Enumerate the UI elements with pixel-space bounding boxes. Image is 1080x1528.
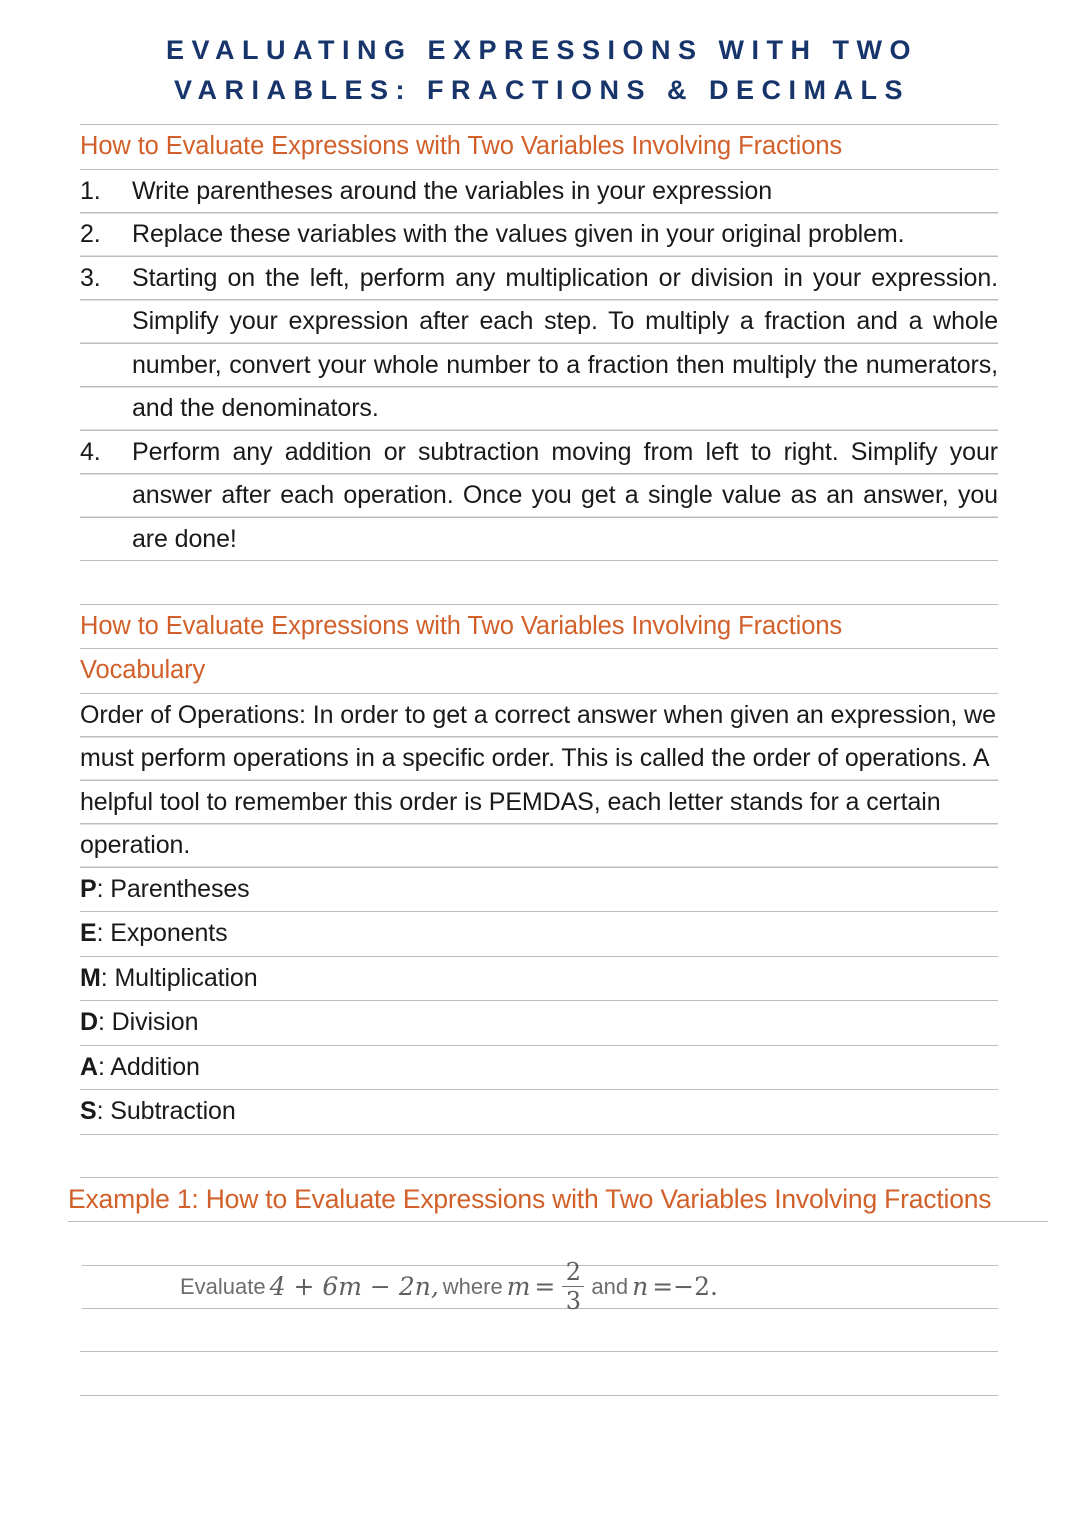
pemdas-entry [80, 1001, 198, 1045]
pemdas-row [80, 1046, 998, 1091]
pemdas-entry [80, 957, 258, 1001]
trailing-blank-rules [80, 1309, 998, 1396]
example-heading-row [68, 1178, 1048, 1222]
blank-rule-row [80, 1135, 998, 1179]
pemdas-entry [80, 868, 250, 912]
pemdas-word: Multiplication [114, 963, 258, 992]
pemdas-separator: : [96, 1097, 111, 1125]
steps-list [80, 170, 998, 562]
pemdas-entry [80, 1046, 200, 1090]
section-heading-row [80, 124, 998, 170]
list-item-text: Perform any addition or subtraction moving from left to right. Simplify your answer after each operation. Once you get a single value as an answer, you are done! [132, 437, 998, 553]
list-item [80, 257, 998, 431]
expression-where: where [442, 1273, 503, 1299]
example-expression [180, 1257, 718, 1316]
pemdas-entry [80, 1090, 236, 1134]
fraction-denominator: 3 [565, 1287, 582, 1316]
vocabulary-heading-row-2 [80, 649, 998, 694]
pemdas-entry [80, 912, 228, 956]
pemdas-separator: : [97, 1052, 111, 1081]
steps-section [80, 124, 998, 1178]
pemdas-row [80, 1090, 998, 1135]
fraction-numerator: 2 [565, 1257, 582, 1286]
blank-rule-row [80, 1309, 998, 1353]
pemdas-letter: P [80, 874, 97, 903]
list-item [80, 213, 998, 257]
list-item-number: 4. [80, 437, 101, 466]
pemdas-separator: : [96, 919, 111, 947]
expression-value-n: −2. [673, 1272, 718, 1301]
pemdas-row [80, 868, 998, 913]
pemdas-letter: M [80, 963, 101, 992]
pemdas-word: Division [111, 1008, 199, 1036]
list-item [80, 431, 998, 562]
list-item-text: Write parentheses around the variables in your expression [132, 176, 773, 205]
expression-formula: 4 + 6m − 2n, [269, 1272, 439, 1301]
pemdas-letter: E [80, 919, 97, 947]
pemdas-separator: : [97, 1008, 112, 1036]
pemdas-word: Parentheses [110, 874, 250, 903]
page-title: EVALUATING EXPRESSIONS WITH TWO VARIABLES: FRACTIONS & DECIMALS [165, 35, 918, 105]
blank-rule-row [80, 1352, 998, 1396]
list-item-text: Replace these variables with the values given in your original problem. [132, 220, 905, 248]
list-item-text: Starting on the left, perform any multiplication or division in your expression. Simplify your expression after each step. To multiply a fraction and a whole number, convert your whole number to a fraction then multiply the numerators, and the denominators. [132, 263, 998, 422]
expression-equals-1: = [534, 1272, 556, 1301]
list-item-number: 1. [80, 176, 101, 205]
expression-equals-2: = [652, 1272, 674, 1301]
pemdas-word: Exponents [110, 919, 228, 947]
pemdas-letter: S [80, 1097, 97, 1125]
example-problem-box [82, 1257, 998, 1316]
fraction-two-thirds [562, 1257, 584, 1316]
pemdas-separator: : [100, 963, 115, 992]
vocabulary-paragraph: Order of Operations: In order to get a correct answer when given an expression, we must perform operations in a specific order. This is called the order of operations. A helpful tool to remember this order is PEMDAS, each letter stands for a certain operation. [80, 694, 998, 868]
list-item [80, 170, 998, 214]
pemdas-row [80, 957, 998, 1002]
pemdas-row [80, 912, 998, 957]
list-item-number: 2. [80, 220, 101, 248]
pemdas-row [80, 1001, 998, 1046]
expression-and: and [591, 1273, 629, 1299]
expression-variable-m: m [506, 1272, 531, 1301]
example-heading: Example 1: How to Evaluate Expressions with Two Variables Involving Fractions [68, 1183, 992, 1214]
blank-rule-row [80, 561, 998, 605]
pemdas-word: Addition [110, 1052, 200, 1081]
vocabulary-heading-line-1: How to Evaluate Expressions with Two Variables Involving Fractions [80, 611, 843, 640]
expression-lead: Evaluate [180, 1273, 266, 1299]
steps-heading: How to Evaluate Expressions with Two Variables Involving Fractions [80, 132, 843, 160]
pemdas-separator: : [96, 874, 111, 903]
expression-variable-n: n [632, 1272, 649, 1301]
vocabulary-heading-line-2: Vocabulary [80, 656, 206, 684]
list-item-number: 3. [80, 263, 101, 292]
vocabulary-heading-row-1 [80, 605, 998, 650]
pemdas-letter: A [80, 1052, 98, 1081]
pemdas-word: Subtraction [110, 1097, 236, 1125]
pemdas-letter: D [80, 1008, 98, 1036]
